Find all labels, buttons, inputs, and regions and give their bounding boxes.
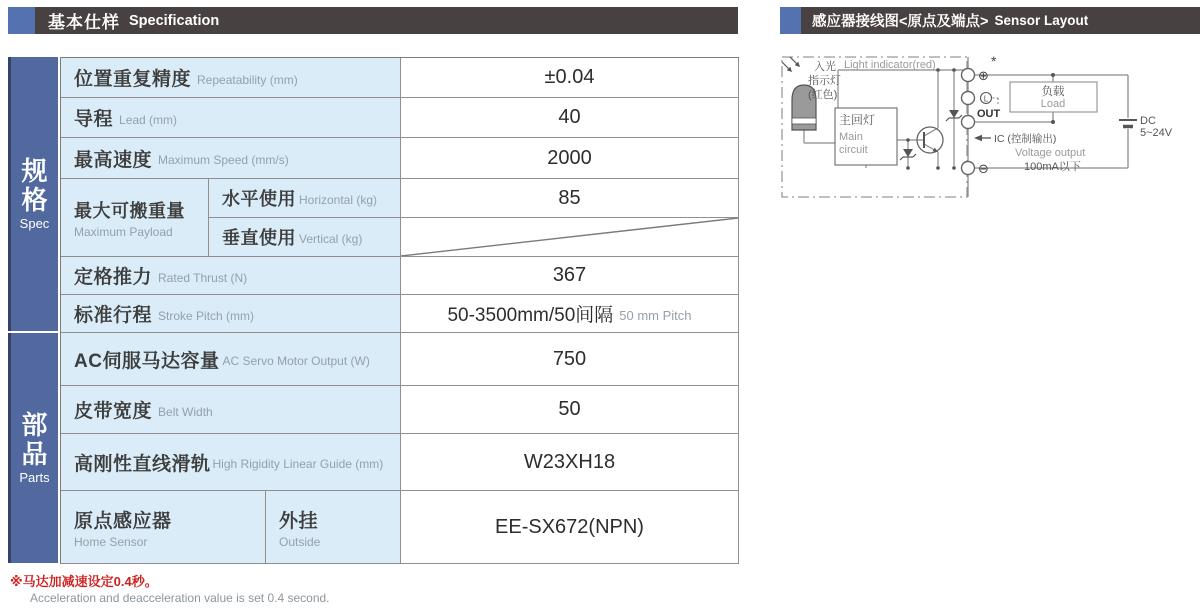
row-label-vertical	[209, 218, 401, 257]
spec-header-title-en: Specification	[129, 12, 220, 29]
main-circuit-en2: circuit	[839, 144, 868, 156]
value-servo-output: 750	[401, 333, 739, 386]
light-indicator-note: Light indicator(red)	[844, 59, 936, 71]
label-zh: 导程	[74, 109, 114, 130]
group-spec	[8, 57, 58, 331]
label-zh: 垂直使用	[222, 228, 296, 248]
sensor-wiring-diagram	[778, 48, 1200, 200]
label-en: Maximum Payload	[74, 224, 173, 239]
terminal-minus-symbol: ⊖	[978, 161, 989, 176]
label-en: Home Sensor	[74, 534, 148, 549]
label-en: Outside	[279, 534, 321, 549]
spec-section-header	[8, 7, 738, 34]
group-parts-char2: 品	[21, 438, 48, 469]
label-zh: AC伺服马达容量	[74, 350, 220, 372]
terminal-star: *	[991, 53, 997, 69]
row-label-stroke-pitch	[61, 295, 401, 333]
junction-dot	[1051, 73, 1055, 77]
label-en: Horizontal (kg)	[299, 193, 378, 207]
value-home-sensor: EE-SX672(NPN)	[401, 491, 739, 564]
label-zh: 最高速度	[74, 149, 153, 171]
label-en: Rated Thrust (N)	[158, 270, 248, 285]
label-en: Stroke Pitch (mm)	[158, 308, 255, 323]
row-label-max-payload	[61, 179, 209, 257]
label-zh: 高刚性直线滑轨	[74, 453, 211, 475]
terminal-plus-symbol: ⊕	[978, 68, 989, 83]
spec-table	[60, 57, 739, 564]
group-spec-char2: 格	[21, 184, 48, 215]
terminal-plus-circle	[962, 69, 975, 82]
value-vertical-na	[401, 218, 739, 257]
row-label-lead	[61, 98, 401, 138]
label-en: Repeatability (mm)	[197, 72, 298, 87]
row-label-servo-output	[61, 333, 401, 386]
led-label-line1: 入光	[814, 61, 836, 73]
label-zh: 最大可搬重量	[74, 200, 185, 221]
footnote-zh: ※马达加减速设定0.4秒。	[10, 574, 158, 589]
terminal-out-circle	[962, 116, 975, 129]
label-zh: 定格推力	[74, 267, 153, 288]
label-zh: 水平使用	[222, 189, 296, 209]
group-spec-char1: 规	[21, 156, 48, 187]
row-label-horizontal	[209, 179, 401, 218]
led-label-line3: (红色)	[808, 89, 838, 101]
label-en: Vertical (kg)	[299, 232, 363, 246]
group-parts	[8, 333, 58, 563]
light-arrows-icon	[782, 57, 800, 72]
dc-label: DC	[1140, 115, 1156, 127]
voltage-output-label: Voltage output	[1015, 147, 1086, 159]
row-label-belt-width	[61, 386, 401, 434]
dc-voltage-label: 5~24V	[1140, 127, 1173, 139]
value-linear-guide: W23XH18	[401, 434, 739, 491]
value-belt-width: 50	[401, 386, 739, 434]
label-en: AC Servo Motor Output (W)	[222, 354, 370, 368]
sensor-layout-section-header	[780, 7, 1200, 34]
row-label-repeatability	[61, 58, 401, 98]
not-applicable-diagonal	[401, 218, 738, 256]
row-label-max-speed	[61, 138, 401, 179]
main-circuit-zh: 主回灯	[839, 113, 876, 127]
value-repeatability: ±0.04	[401, 58, 739, 98]
junction-dot	[1051, 120, 1055, 124]
ic-arrow-icon	[974, 135, 991, 141]
terminal-minus-circle	[962, 162, 975, 175]
terminal-l-symbol	[981, 93, 999, 107]
current-limit-label: 100mA以下	[1024, 161, 1081, 173]
value-rated-thrust: 367	[401, 257, 739, 295]
group-spec-en: Spec	[19, 215, 50, 231]
sensor-header-title-en: Sensor Layout	[994, 13, 1089, 28]
row-label-outside	[266, 491, 401, 564]
led-label-line2: 指示灯	[808, 75, 841, 87]
label-en: High Rigidity Linear Guide (mm)	[212, 457, 384, 471]
row-label-rated-thrust	[61, 257, 401, 295]
value-horizontal: 85	[401, 179, 739, 218]
label-zh: 皮带宽度	[74, 401, 153, 422]
group-parts-char1: 部	[21, 410, 48, 441]
sensor-header-title-zh: 感应器接线图<原点及端点>	[812, 14, 989, 30]
main-circuit-en1: Main	[839, 131, 863, 143]
value-main: 50-3500mm/50间隔	[447, 305, 614, 326]
footnote-en: Acceleration and deacceleration value is set 0.4 second.	[30, 591, 330, 605]
value-stroke-pitch	[401, 295, 739, 333]
value-max-speed: 2000	[401, 138, 739, 179]
label-zh: 标准行程	[74, 305, 153, 326]
svg-text:L: L	[983, 94, 989, 104]
label-en: Maximum Speed (mm/s)	[158, 153, 289, 167]
terminal-l-circle	[962, 92, 975, 105]
value-lead: 40	[401, 98, 739, 138]
ic-label: IC (控制输出)	[994, 133, 1057, 145]
load-label-zh: 负载	[1041, 86, 1065, 98]
label-zh: 原点感应器	[74, 510, 172, 532]
group-parts-en: Parts	[19, 469, 50, 485]
value-sub: 50 mm Pitch	[619, 308, 692, 323]
label-zh: 外挂	[279, 510, 319, 532]
terminal-out-label: OUT	[977, 108, 1001, 120]
row-label-linear-guide	[61, 434, 401, 491]
header-accent-square	[8, 7, 35, 34]
battery-symbol	[1119, 120, 1137, 127]
label-zh: 位置重复精度	[74, 69, 192, 90]
row-label-home-sensor	[61, 491, 266, 564]
load-label-en: Load	[1040, 98, 1066, 110]
spec-header-title-zh: 基本仕样	[48, 13, 120, 32]
header-accent-square	[780, 7, 801, 34]
label-en: Lead (mm)	[119, 112, 178, 127]
label-en: Belt Width	[158, 404, 213, 419]
